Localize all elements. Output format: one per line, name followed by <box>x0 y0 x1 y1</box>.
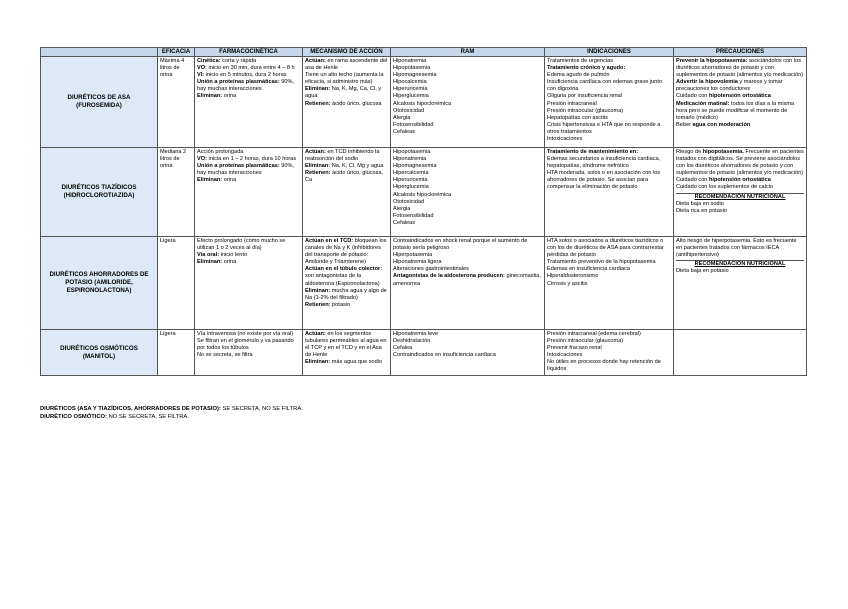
indicaciones-cell <box>545 57 674 148</box>
precauciones-cell <box>674 330 807 376</box>
text-segment: Hiperglucemia <box>393 93 429 100</box>
text-segment: Vía intravenosa (no existe por vía oral) <box>197 331 294 337</box>
eficacia-cell <box>158 237 195 330</box>
cell-line <box>547 115 671 122</box>
mecanismo-cell <box>303 237 391 330</box>
cell-line <box>305 359 388 366</box>
farmacocinetica-cell <box>195 330 303 376</box>
cell-line <box>393 206 542 213</box>
text-segment: inicio en 30 min, dura entre 4 – 8 h <box>206 65 295 72</box>
text-segment: Tratamiento preventivo de la hipopotasemia <box>547 259 656 266</box>
text-segment: Unión a proteínas plasmáticas: <box>197 163 280 170</box>
text-segment: Contraindicados en insuficiencia cardiaca <box>393 352 496 359</box>
cell-line <box>305 238 388 266</box>
cell-line <box>393 122 542 129</box>
text-segment: Acción prolongada <box>197 149 244 155</box>
drug-group-cell: DIURÉTICOS AHORRADORES DE POTASIO (AMILORIDE, ESPIRONOLACTONA) <box>41 237 158 330</box>
text-segment: Alto riesgo de hiperpotasemia. Esto es frecuente en pacientes tratados con fármacos IECA (antihipertensivo) <box>676 238 797 259</box>
text-segment: Na, K, Mg, Ca, Cl, y agua <box>305 86 382 100</box>
text-segment: Alcalosis hipoclorémica <box>393 191 452 198</box>
cell-line <box>547 359 671 373</box>
text-segment: orina <box>222 259 237 266</box>
text-segment: Edema agudo de pulmón <box>547 72 610 79</box>
text-segment: son antagonistas de la aldosterona (Espironolactona) <box>305 273 380 287</box>
eficacia-cell <box>158 148 195 237</box>
text-segment: VO: <box>197 156 207 163</box>
text-segment: Oliguria por insuficiencia renal <box>547 93 622 100</box>
cell-line <box>547 170 671 191</box>
cell-line <box>197 252 300 259</box>
text-segment: Antagonistas de la aldosterona producen: <box>393 273 505 280</box>
text-segment: Fotosensibilidad <box>393 212 434 219</box>
text-segment: Alteraciones gastrointestinales <box>393 266 469 273</box>
cell-line <box>393 170 542 177</box>
text-segment: inicia en 1 – 2 horas, dura 10 horas <box>206 156 297 163</box>
footnote-bold: DIURÉTICO OSMÓTICO: <box>40 414 107 420</box>
text-segment: No útiles en procesos donde hay retención de líquidos <box>547 359 661 373</box>
text-segment: Tiene un alto techo (aumenta la eficacia, si administro más) <box>305 72 384 86</box>
text-segment: Deshidratación <box>393 338 431 345</box>
precauciones-cell <box>674 148 807 237</box>
text-segment: HTA moderada, solos o en asociación con los ahorradores de potasio. Se asocian para compensar la eliminación de potasio <box>547 170 661 191</box>
cell-line <box>547 345 671 352</box>
text-segment: Mediana 2 litros de orina <box>160 149 187 170</box>
text-segment: Actúan: <box>305 58 326 64</box>
footnote-text: NO SE SECRETA, SE FILTRA. <box>106 414 189 420</box>
header-cell: RAM <box>391 48 545 57</box>
cell-line <box>393 213 542 220</box>
text-segment: Ligera <box>160 238 176 244</box>
cell-line <box>305 86 388 100</box>
text-segment: Hiperuricemia <box>393 86 428 93</box>
text-segment: en TCD inhibiendo la reabsorción del sodio <box>305 149 380 163</box>
cell-line <box>305 302 388 309</box>
cell-line <box>676 58 804 79</box>
text-segment: Crisis hipertensivas e HTA que no responde a otros tratamientos <box>547 121 661 135</box>
text-segment: Fotosensibilidad <box>393 121 434 128</box>
text-segment: Riesgo de <box>676 149 703 155</box>
text-segment: Hiperuricemia <box>393 177 428 184</box>
text-segment: Eliminan: <box>197 177 223 184</box>
text-segment: hipopotasemia. <box>702 149 744 155</box>
header-cell: EFICACIA <box>158 48 195 57</box>
cell-line <box>547 101 671 108</box>
text-segment: Unión a proteínas plasmáticas: <box>197 79 280 86</box>
nutrition-recommendation-title: RECOMENDACIÓN NUTRICIONAL <box>676 260 804 268</box>
cell-line <box>393 238 542 252</box>
cell-line <box>676 93 804 100</box>
cell-line <box>547 93 671 100</box>
farmacocinetica-cell <box>195 148 303 237</box>
cell-line <box>160 331 192 338</box>
cell-line <box>393 72 542 79</box>
text-segment: No se secreta, se filtra <box>197 352 253 359</box>
cell-line <box>305 163 388 170</box>
text-segment: Actúan: <box>305 331 326 337</box>
text-segment: Dieta baja en sodio <box>676 200 724 207</box>
text-segment: Hiperglucemia <box>393 184 429 191</box>
eficacia-cell <box>158 57 195 148</box>
cell-line <box>393 115 542 122</box>
cell-line <box>393 58 542 65</box>
text-segment: potasio <box>330 301 351 308</box>
text-segment: Presión intraocular (glaucoma) <box>547 107 624 114</box>
text-segment: Máxima 4 litros de orina <box>160 58 185 79</box>
text-segment: Tratamiento de mantenimiento en: <box>547 149 639 155</box>
header-cell: MECANISMO DE ACCIÓN <box>303 48 391 57</box>
cell-line <box>393 149 542 156</box>
cell-line <box>676 184 804 191</box>
cell-line <box>676 208 804 215</box>
text-segment: Na, K, Cl, Mg y agua <box>330 163 384 170</box>
eficacia-cell <box>158 330 195 376</box>
cell-line <box>547 72 671 79</box>
text-segment: Tratamientos de urgencias <box>547 58 614 64</box>
cell-line <box>393 156 542 163</box>
cell-line <box>547 149 671 156</box>
text-segment: 90%, hay muchas interacciones <box>197 79 294 93</box>
indicaciones-cell <box>545 330 674 376</box>
cell-line <box>393 338 542 345</box>
text-segment: Medicación matinal: <box>676 100 730 107</box>
text-segment: Alergia <box>393 205 411 212</box>
cell-line <box>393 273 542 287</box>
farmacocinetica-cell <box>195 57 303 148</box>
cell-line <box>197 79 300 93</box>
cell-line <box>197 149 300 156</box>
cell-line <box>393 259 542 266</box>
drug-group-cell: DIURÉTICOS OSMÓTICOS (MANITOL) <box>41 330 158 376</box>
cell-line <box>305 331 388 359</box>
cell-line <box>393 79 542 86</box>
text-segment: ácido úrico, glucosa <box>330 100 382 107</box>
text-segment: Hiponatremia <box>393 156 427 163</box>
cell-line <box>547 331 671 338</box>
cell-line <box>160 149 192 170</box>
text-segment: Cefalea <box>393 345 413 352</box>
text-segment: Cuidado con <box>676 177 709 184</box>
cell-line <box>547 79 671 93</box>
cell-line <box>197 72 300 79</box>
cell-line <box>393 331 542 338</box>
text-segment: Cefaleas <box>393 219 416 226</box>
cell-line <box>676 268 804 275</box>
text-segment: Vía oral: <box>197 252 220 259</box>
text-segment: Tratamiento crónico y agudo: <box>547 65 626 72</box>
text-segment: Eliminan: <box>305 359 331 366</box>
text-segment: Retienen: <box>305 170 331 177</box>
text-segment: Cuidado con los suplementos de calcio <box>676 184 774 191</box>
cell-line <box>197 93 300 100</box>
cell-line <box>547 58 671 65</box>
text-segment: Efecto prolongado (como mucho se utilizan 1 o 2 veces al día) <box>197 238 286 252</box>
text-segment: asociándolos con los diuréticos ahorradores de potasio y con suplementos de potasio (alimentos y/o medicación) <box>676 58 804 79</box>
cell-line <box>393 129 542 136</box>
text-segment: Hipomagnesemia <box>393 163 437 170</box>
text-segment: Cinética: <box>197 58 221 64</box>
text-segment: Cirrosis y ascitis <box>547 280 588 287</box>
text-segment: inicio lento <box>219 252 248 259</box>
cell-line <box>197 352 300 359</box>
cell-line <box>305 101 388 108</box>
cell-line <box>676 79 804 93</box>
footnote-text: SE SECRETA, NO SE FILTRA. <box>220 406 303 412</box>
text-segment: Cefaleas <box>393 128 416 135</box>
cell-line <box>197 65 300 72</box>
cell-line <box>676 177 804 184</box>
text-segment: agua con moderación <box>692 121 751 128</box>
table-row <box>41 148 807 237</box>
cell-line <box>305 170 388 184</box>
mecanismo-cell <box>303 330 391 376</box>
footnote-line <box>40 413 303 421</box>
cell-line <box>547 266 671 273</box>
cell-line <box>393 266 542 273</box>
header-cell <box>41 48 158 57</box>
text-segment: Presión intracraneal (edema cerebral) <box>547 331 641 337</box>
text-segment: Retienen: <box>305 100 331 107</box>
text-segment: Eliminan: <box>197 93 223 100</box>
text-segment: Frecuente en pacientes tratados con digitálicos. Se previene asociándolos con los diuréticos ahorradores de potasio y con suplementos de potasio (alimentos y/o medicación) <box>676 149 804 177</box>
cell-line <box>393 65 542 72</box>
cell-line <box>197 58 300 65</box>
text-segment: Hiponatremia <box>393 58 427 64</box>
cell-line <box>393 252 542 259</box>
text-segment: Hiponatremia ligera <box>393 259 442 266</box>
cell-line <box>393 101 542 108</box>
indicaciones-cell <box>545 148 674 237</box>
text-segment: Hipercalcemia <box>393 170 429 177</box>
cell-line <box>197 238 300 252</box>
drug-group-cell: DIURÉTICOS DE ASA (FUROSEMIDA) <box>41 57 158 148</box>
text-segment: Actúan en el túbulo colector: <box>305 266 383 273</box>
cell-line <box>547 259 671 266</box>
text-segment: Presión intraocular (glaucoma) <box>547 338 624 345</box>
mecanismo-cell <box>303 57 391 148</box>
cell-line <box>547 156 671 170</box>
text-segment: Ligera <box>160 331 176 337</box>
text-segment: Insuficiencia cardíaca con edemas grave junto con digoxina <box>547 79 663 93</box>
text-segment: Actúan en el TCD: <box>305 238 354 244</box>
text-segment: Cuidado con <box>676 93 709 100</box>
text-segment: corta y rápida <box>220 58 257 64</box>
cell-line <box>676 149 804 177</box>
header-cell: PRECAUCIONES <box>674 48 807 57</box>
cell-line <box>547 238 671 259</box>
cell-line <box>393 184 542 191</box>
cell-line <box>676 201 804 208</box>
text-segment: Dieta baja en potasio <box>676 268 729 275</box>
text-segment: Presión intracraneal <box>547 100 597 107</box>
text-segment: Hipomagnesemia <box>393 72 437 79</box>
header-cell: FARMACOCINÉTICA <box>195 48 303 57</box>
text-segment: orina <box>222 177 237 184</box>
text-segment: en rama ascendente del asa de Henle <box>305 58 388 72</box>
cell-line <box>393 93 542 100</box>
cell-line <box>305 72 388 86</box>
text-segment: Edemas secundarios a insuficiencia cardiaca, hepatopatías, síndrome nefrótico <box>547 156 661 170</box>
text-segment: Actúan: <box>305 149 326 155</box>
mecanismo-cell <box>303 148 391 237</box>
text-segment: Ototoxicidad <box>393 198 425 205</box>
ram-cell <box>391 148 545 237</box>
text-segment: más agua que sodio <box>330 359 383 366</box>
text-segment: ácido úrico, glucosa, Ca <box>305 170 384 184</box>
cell-line <box>393 177 542 184</box>
text-segment: inicio en 5 minutos, dura 2 horas <box>204 72 287 79</box>
footnotes <box>40 405 303 421</box>
cell-line <box>393 352 542 359</box>
cell-line <box>197 331 300 338</box>
text-segment: bloquean los canales de Na y K (inhibidores del transporte de potasio: Amiloride y Triamterene) <box>305 238 387 266</box>
cell-line <box>676 101 804 122</box>
cell-line <box>393 220 542 227</box>
text-segment: VI: <box>197 72 205 79</box>
text-segment: orina <box>222 93 237 100</box>
cell-line <box>547 65 671 72</box>
cell-line <box>197 163 300 177</box>
cell-line <box>197 156 300 163</box>
text-segment: VO: <box>197 65 207 72</box>
cell-line <box>160 238 192 245</box>
text-segment: Prevenir fracaso renal <box>547 345 602 352</box>
text-segment: todos los días a la misma hora pero se puede modificar el momento de tomarlo (médico) <box>676 100 795 121</box>
cell-line <box>305 58 388 72</box>
text-segment: Alergia <box>393 114 411 121</box>
text-segment: Eliminan: <box>197 259 223 266</box>
cell-line <box>393 192 542 199</box>
precauciones-cell <box>674 237 807 330</box>
text-segment: Hiperpotasemia <box>393 252 433 259</box>
header-row <box>41 48 807 57</box>
text-segment: HTA solos o asociados a diuréticos tiazídicos o con los de diuréticos de ASA para contrarrestar pérdidas de potasio <box>547 238 664 259</box>
cell-line <box>160 58 192 79</box>
text-segment: Intoxicaciones <box>547 352 583 359</box>
text-segment: y mareos y tomar precauciones los conductores <box>676 79 783 93</box>
indicaciones-cell <box>545 237 674 330</box>
text-segment: mucha agua y algo de Na (1-2% del filtrado) <box>305 287 387 301</box>
header-cell: INDICACIONES <box>545 48 674 57</box>
text-segment: Edemas en insuficiencia cardiaca <box>547 266 631 273</box>
text-segment: Advertir la hipovolemia <box>676 79 738 86</box>
cell-line <box>197 177 300 184</box>
precauciones-cell <box>674 57 807 148</box>
text-segment: Ototoxicidad <box>393 107 425 114</box>
diuretics-table <box>40 47 807 376</box>
text-segment: Hepatopatías con ascitis <box>547 114 608 121</box>
table-row <box>41 57 807 148</box>
cell-line <box>547 273 671 280</box>
text-segment: Eliminan: <box>305 287 331 294</box>
cell-line <box>547 136 671 143</box>
cell-line <box>547 352 671 359</box>
text-segment: hipotensión ortostática <box>708 177 771 184</box>
cell-line <box>305 266 388 287</box>
cell-line <box>676 122 804 129</box>
text-segment: Hipopotasemia <box>393 65 431 72</box>
text-segment: en los segmentos tubulares permeables al agua en el TCP y en el TCD y en el Asa de Henle <box>305 331 387 359</box>
text-segment: Se filtran en el glomérulo y va pasando por todos los túbulos <box>197 338 294 352</box>
cell-line <box>393 199 542 206</box>
text-segment: 90%, hay muchas interacciones <box>197 163 294 177</box>
cell-line <box>547 122 671 136</box>
text-segment: hipotensión ortostática <box>708 93 771 100</box>
cell-line <box>547 281 671 288</box>
cell-line <box>393 345 542 352</box>
text-segment: Alcalosis hipoclorémica <box>393 100 452 107</box>
table-row <box>41 330 807 376</box>
cell-line <box>547 108 671 115</box>
text-segment: Contraindicados en shock renal porque el aumento de potasio sería peligroso <box>393 238 528 252</box>
text-segment: Hipocalcemia <box>393 79 427 86</box>
text-segment: Hipopotasemia <box>393 149 431 155</box>
cell-line <box>393 86 542 93</box>
table-row <box>41 237 807 330</box>
footnote-line <box>40 405 303 413</box>
nutrition-recommendation-title: RECOMENDACIÓN NUTRICIONAL <box>676 193 804 201</box>
cell-line <box>197 338 300 352</box>
text-segment: Eliminan: <box>305 86 331 93</box>
cell-line <box>676 238 804 259</box>
ram-cell <box>391 57 545 148</box>
drug-group-cell: DIURÉTICOS TIAZÍDICOS (HIDROCLOROTIAZIDA) <box>41 148 158 237</box>
text-segment: Hiponatremia leve <box>393 331 439 337</box>
cell-line <box>305 288 388 302</box>
text-segment: Dieta rica en potasio <box>676 207 727 214</box>
text-segment: ginecomastia, amenorrea <box>393 273 541 287</box>
text-segment: Prevenir la hipopotasemia: <box>676 58 748 64</box>
text-segment: Hiperaldosteronismo <box>547 273 599 280</box>
cell-line <box>547 338 671 345</box>
cell-line <box>393 108 542 115</box>
farmacocinetica-cell <box>195 237 303 330</box>
cell-line <box>393 163 542 170</box>
footnote-bold: DIURÉTICOS (ASA Y TIAZÍDICOS, AHORRADORES DE POTASIO): <box>40 406 221 412</box>
cell-line <box>305 149 388 163</box>
text-segment: Beber <box>676 121 693 128</box>
text-segment: Retienen: <box>305 301 331 308</box>
cell-line <box>197 259 300 266</box>
text-segment: Intoxicaciones <box>547 136 583 143</box>
text-segment: Eliminan: <box>305 163 331 170</box>
ram-cell <box>391 237 545 330</box>
ram-cell <box>391 330 545 376</box>
